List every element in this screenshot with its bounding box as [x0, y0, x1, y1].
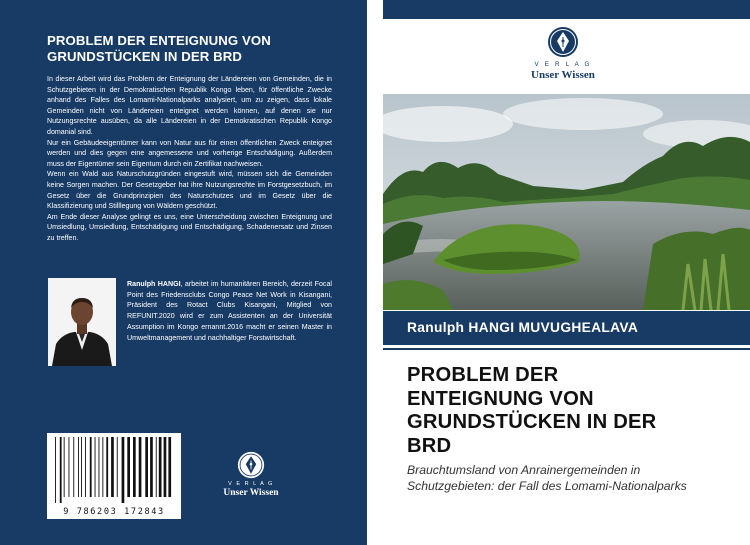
- front-title-line: PROBLEM DER: [407, 364, 559, 386]
- front-logo-name: Unser Wissen: [531, 69, 595, 81]
- pen-nib-emblem-icon: [547, 26, 579, 58]
- back-publisher-logo: [214, 451, 288, 498]
- author-bio-text: , arbeitet im humanitären Bereich, derzeit Focal Point des Friedensclubs Congo Peace Net Work in Kisangani, Präsident des Rotact Clubs Kisangani, Mitglied von REFUNIT.2020 wird er zum Assistenten an der Universität Assumption im Kongo ernannt.2016 macht er seinen Master in Umweltmanagement und nachhaltiger Forstwirtschaft.: [127, 280, 332, 342]
- author-bio-name: Ranulph HANGI: [127, 280, 181, 288]
- front-logo-verlag: V E R L A G: [534, 61, 592, 68]
- front-top-bar: [383, 0, 750, 19]
- back-title-line-1: PROBLEM DER ENTEIGNUNG VON: [47, 33, 271, 48]
- blurb-paragraph: In dieser Arbeit wird das Problem der Enteignung der Ländereien von Gemeinden, die in Schutzgebieten in der Demokratischen Republik Kongo leben, für öffentliche Zwecke anhand des Falles des Lomami-Nationalparks analysiert, um zu zeigen, dass lokale Gemeinden nicht von Ländereien enteignet werden können, auf denen sie nur Nutzungsrechte ausüben, da alle Ländereien in der Demokratischen Republik Kongo domanial sind.: [47, 75, 332, 136]
- spine: [367, 0, 383, 545]
- pen-nib-emblem-icon: [237, 451, 265, 479]
- author-bio: [127, 279, 332, 343]
- barcode-digits: 9 786203 172843: [63, 507, 165, 517]
- back-logo-name: Unser Wissen: [223, 488, 279, 498]
- front-publisher-logo: [517, 26, 609, 81]
- author-bar: [383, 311, 750, 345]
- blurb-paragraph: Am Ende dieser Analyse gelingt es uns, eine Unterscheidung zwischen Enteignung und Umsiedlung, Umsiedlung, Entschädigung und Entschädigung, Schadenersatz und Zinsen zu treffen.: [47, 212, 332, 242]
- front-title-line: ENTEIGNUNG VON: [407, 387, 594, 410]
- front-author-name: Ranulph HANGI MUVUGHEALAVA: [407, 320, 639, 335]
- isbn-barcode: [47, 433, 181, 519]
- back-cover-title: [47, 33, 347, 65]
- front-title-line: BRD: [407, 434, 452, 457]
- blurb-paragraph: Wenn ein Wald aus Naturschutzgründen eingestuft wird, müssen sich die Gemeinden keine Sorgen machen. Der Gesetzgeber hat ihre Nutzungsrechte im Forstgesetzbuch, im Gesetz über die Grundprinzipien des Naturschutzes und im Gesetz über die Klassifizierung und Stilllegung von Wäldern geschützt.: [47, 170, 332, 211]
- back-title-line-2: GRUNDSTÜCKEN IN DER BRD: [47, 49, 242, 64]
- title-divider: [383, 348, 750, 350]
- front-subtitle: [407, 463, 737, 494]
- front-subtitle-line-2: Schutzgebieten: der Fall des Lomami-Nationalparks: [407, 478, 687, 493]
- back-logo-verlag: V E R L A G: [228, 481, 274, 487]
- back-cover-blurb: [47, 74, 332, 244]
- cover-photo-river-landscape: [383, 94, 750, 310]
- blurb-paragraph: Nur ein Gebäudeeigentümer kann von Natur aus für einen öffentlichen Zweck enteignet werden und dies gegen eine angemessene und vorherige Entschädigung. Außerdem muss der Eigentümer sein Eigentum durch ein Zertifikat nachweisen.: [47, 138, 332, 168]
- front-subtitle-line-1: Brauchtumsland von Anrainergemeinden in: [407, 463, 641, 477]
- front-title: [407, 364, 737, 458]
- back-cover: [0, 0, 367, 545]
- front-title-line: GRUNDSTÜCKEN IN DER: [407, 411, 657, 433]
- author-photo: [48, 278, 116, 366]
